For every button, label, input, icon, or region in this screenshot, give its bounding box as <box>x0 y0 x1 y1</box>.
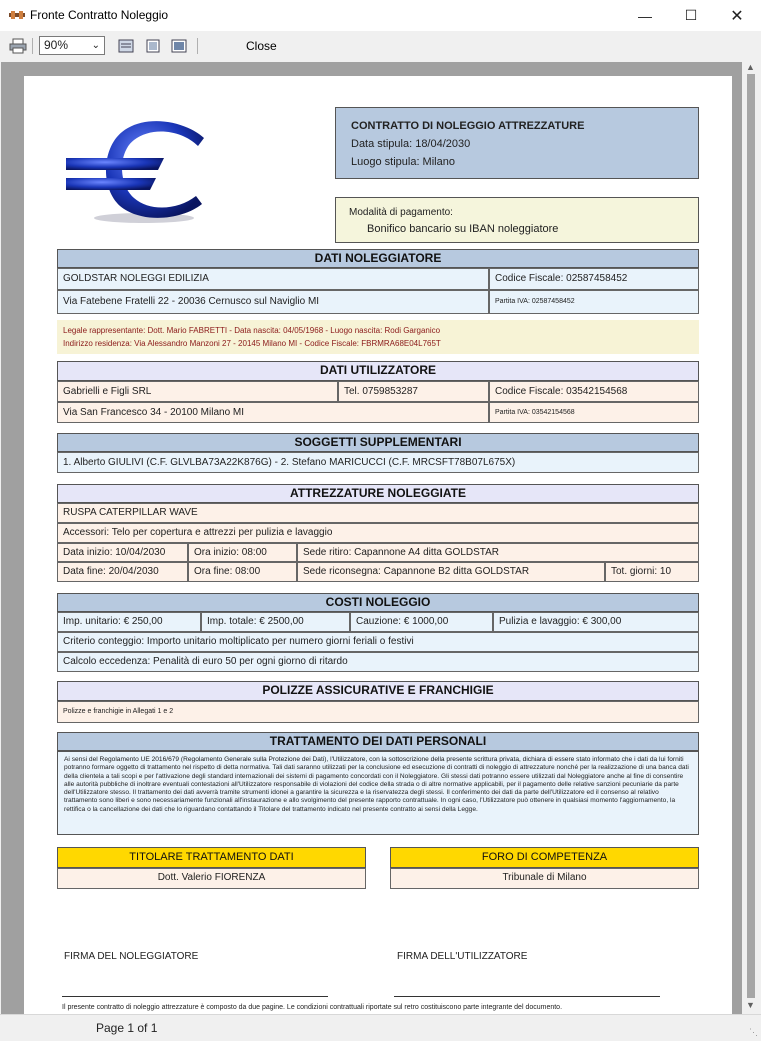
legal-rep-line2: Indirizzo residenza: Via Alessandro Manzoni 27 - 20145 Milano MI - Codice Fiscale: FBRMRA68E04L765T <box>63 339 441 348</box>
attrezzature-header: ATTREZZATURE NOLEGGIATE <box>57 484 699 503</box>
soggetti-value: 1. Alberto GIULIVI (C.F. GLVLBA73A22K876G) - 2. Stefano MARICUCCI (C.F. MRCSFT78B07L675X) <box>57 452 699 473</box>
data-stipula: Data stipula: 18/04/2030 <box>351 138 471 150</box>
foro-header: FORO DI COMPETENZA <box>390 847 699 868</box>
payment-label: Modalità di pagamento: <box>349 207 453 218</box>
resize-grip-icon[interactable]: ⋱ <box>749 1027 758 1037</box>
firma-utilizzatore-label: FIRMA DELL'UTILIZZATORE <box>397 951 528 962</box>
imp-totale: Imp. totale: € 2500,00 <box>201 612 350 632</box>
utilizzatore-header: DATI UTILIZZATORE <box>57 361 699 381</box>
page-indicator: Page 1 of 1 <box>96 1021 158 1035</box>
titolare-value: Dott. Valerio FIORENZA <box>57 868 366 889</box>
firma-noleggiatore-label: FIRMA DEL NOLEGGIATORE <box>64 951 199 962</box>
utilizzatore-tel: Tel. 0759853287 <box>338 381 489 402</box>
app-icon <box>9 10 25 20</box>
soggetti-header: SOGGETTI SUPPLEMENTARI <box>57 433 699 452</box>
toolbar <box>0 31 761 61</box>
ora-fine: Ora fine: 08:00 <box>188 562 297 582</box>
polizze-value: Polizze e franchigie in Allegati 1 e 2 <box>57 701 699 723</box>
close-button[interactable]: Close <box>246 39 277 53</box>
cauzione: Cauzione: € 1000,00 <box>350 612 493 632</box>
legal-rep-line1: Legale rappresentante: Dott. Mario FABRETTI - Data nascita: 04/05/1968 - Luogo nascita: Rodi Garganico <box>63 326 441 335</box>
titolare-header: TITOLARE TRATTAMENTO DATI <box>57 847 366 868</box>
attrezzature-accessori: Accessori: Telo per copertura e attrezzi per pulizia e lavaggio <box>57 523 699 543</box>
privacy-text: Ai sensi del Regolamento UE 2016/679 (Regolamento Generale sulla Protezione dei Dati), l'Utilizzatore, con la sottoscrizione della presente scrittura privata, dichiara di essere stato informato che i dati da lui forniti potranno formare oggetto di trattamento nel rispetto di detta normativa. Tali dati saranno utilizzati per la conclusione ed esecuzione di contratti di noleggio di attrezzature nonché per la realizzazione di una banca dati della clientela a tali scopi e per l'attivazione degli standard internazionali dei sistemi di pagamento concordati con il Noleggiatore. Gli stessi dati potranno essere utilizzati dal Noleggiatore anche al fine di consentire alle autorità pubbliche di inoltrare eventuali contestazioni all'Utilizzatore responsabile di violazioni del codice della strada o di altre normative applicabili, per il pagamento delle relative sanzioni pecuniarie da parte dell'Utilizzatore stesso. Il trattamento dei dati avverrà tramite strumenti idonei a garantire la sicurezza e la riservatezza degli stessi. Il conferimento dei dati da parte dell'Utilizzatore ed il consenso al relativo trattamento sono liberi e sono necessariamente funzionali all'instaurazione e allo svolgimento del presente rapporto contrattuale. In ogni caso, l'Utilizzatore può ottenere in qualsiasi momento l'aggiornamento, la rettifica o la cancellazione dei dati che lo riguardano contattando il Titolare del trattamento indicato nel presente contratto ai sensi della Legge. <box>64 756 689 813</box>
payment-value: Bonifico bancario su IBAN noleggiatore <box>367 223 559 235</box>
maximize-icon[interactable]: ☐ <box>684 7 698 23</box>
ora-inizio: Ora inizio: 08:00 <box>188 543 297 562</box>
luogo-stipula: Luogo stipula: Milano <box>351 156 455 168</box>
status-bar <box>0 1014 761 1041</box>
sede-ritiro: Sede ritiro: Capannone A4 ditta GOLDSTAR <box>297 543 699 562</box>
zoom-value: 90% <box>44 38 69 52</box>
noleggiatore-header: DATI NOLEGGIATORE <box>57 249 699 268</box>
noleggiatore-name: GOLDSTAR NOLEGGI EDILIZIA <box>57 268 489 290</box>
calcolo-eccedenza: Calcolo eccedenza: Penalità di euro 50 per ogni giorno di ritardo <box>57 652 699 672</box>
minimize-icon[interactable]: — <box>638 7 652 24</box>
zoom-select[interactable] <box>39 36 105 55</box>
sede-riconsegna: Sede riconsegna: Capannone B2 ditta GOLDSTAR <box>297 562 605 582</box>
attrezzature-item: RUSPA CATERPILLAR WAVE <box>57 503 699 523</box>
close-icon[interactable]: ✕ <box>730 7 744 25</box>
criterio-conteggio: Criterio conteggio: Importo unitario moltiplicato per numero giorni feriali o festivi <box>57 632 699 652</box>
firma-utilizzatore-line <box>394 996 660 997</box>
noleggiatore-address: Via Fatebene Fratelli 22 - 20036 Cernusco sul Naviglio MI <box>57 290 489 314</box>
foro-value: Tribunale di Milano <box>390 868 699 889</box>
payment-box <box>335 197 699 243</box>
privacy-header: TRATTAMENTO DEI DATI PERSONALI <box>57 732 699 751</box>
utilizzatore-address: Via San Francesco 34 - 20100 Milano MI <box>57 402 489 423</box>
print-icon[interactable] <box>8 36 28 56</box>
utilizzatore-cf: Codice Fiscale: 03542154568 <box>489 381 699 402</box>
title-bar <box>0 0 761 32</box>
contract-title: CONTRATTO DI NOLEGGIO ATTREZZATURE <box>351 120 585 132</box>
window-title: Fronte Contratto Noleggio <box>30 8 169 22</box>
single-page-icon[interactable] <box>143 36 163 56</box>
euro-logo-icon <box>64 118 212 228</box>
contract-title-box <box>335 107 699 179</box>
scroll-up-icon[interactable]: ▲ <box>746 62 755 72</box>
costi-header: COSTI NOLEGGIO <box>57 593 699 612</box>
contract-page <box>24 76 732 1014</box>
firma-noleggiatore-line <box>62 996 328 997</box>
data-fine: Data fine: 20/04/2030 <box>57 562 188 582</box>
pulizia-lavaggio: Pulizia e lavaggio: € 300,00 <box>493 612 699 632</box>
privacy-box <box>57 751 699 835</box>
scrollbar-thumb[interactable] <box>747 74 755 998</box>
tot-giorni: Tot. giorni: 10 <box>605 562 699 582</box>
page-setup-icon[interactable] <box>116 36 136 56</box>
noleggiatore-cf: Codice Fiscale: 02587458452 <box>489 268 699 290</box>
scroll-down-icon[interactable]: ▼ <box>746 1000 755 1010</box>
footer-note: Il presente contratto di noleggio attrezzature è composto da due pagine. Le condizioni contrattuali riportate sul retro costituiscono parte integrante del documento. <box>62 1004 563 1011</box>
legal-rep-box <box>57 320 699 354</box>
imp-unitario: Imp. unitario: € 250,00 <box>57 612 201 632</box>
vertical-scrollbar[interactable] <box>742 62 760 1014</box>
utilizzatore-name: Gabrielli e Figli SRL <box>57 381 338 402</box>
utilizzatore-piva: Partita IVA: 03542154568 <box>489 402 699 423</box>
polizze-header: POLIZZE ASSICURATIVE E FRANCHIGIE <box>57 681 699 701</box>
data-inizio: Data inizio: 10/04/2030 <box>57 543 188 562</box>
document-viewport[interactable] <box>1 62 742 1014</box>
chevron-down-icon: ⌄ <box>91 40 100 51</box>
noleggiatore-piva: Partita IVA: 02587458452 <box>489 290 699 314</box>
two-page-icon[interactable] <box>169 36 189 56</box>
